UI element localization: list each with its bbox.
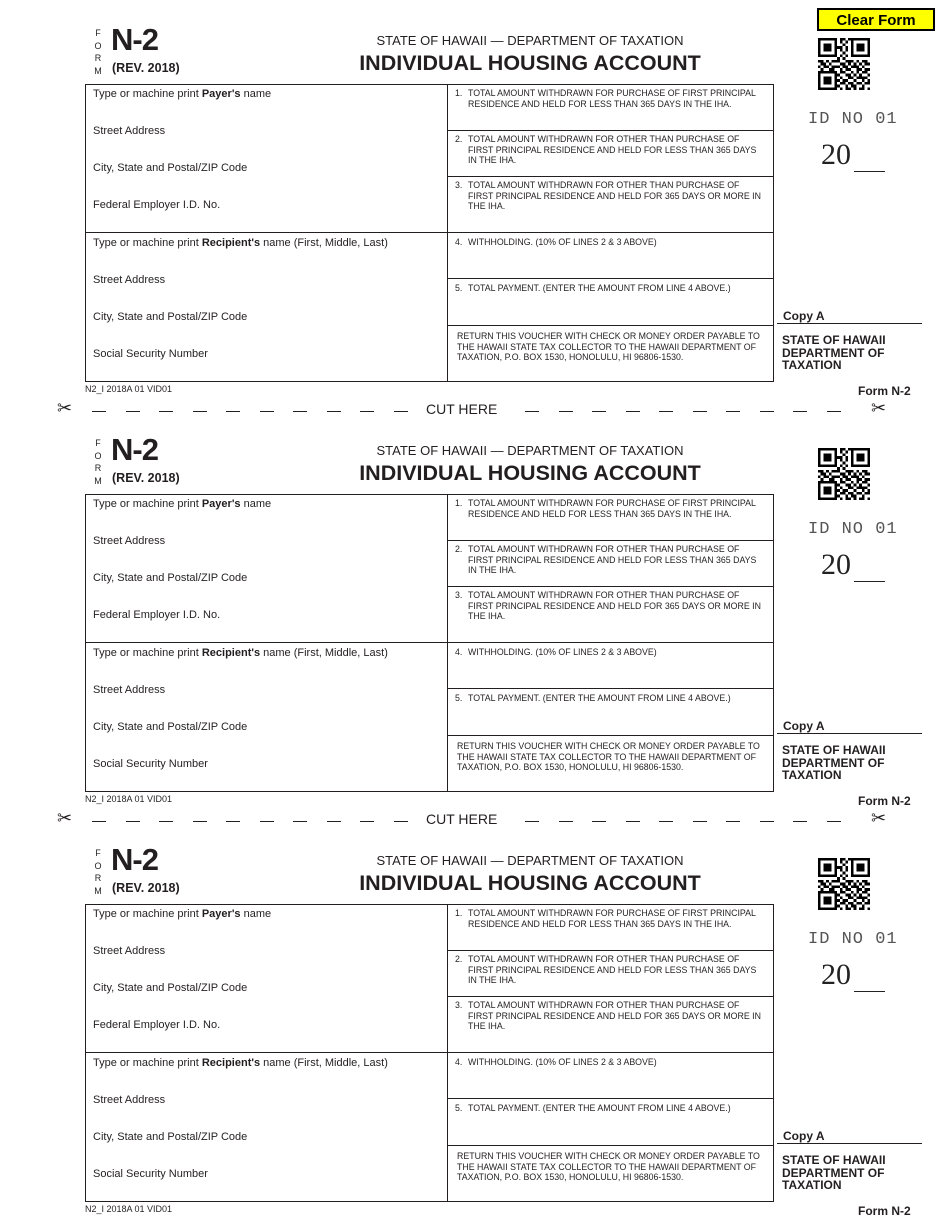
form-footer: Form N-2 [858, 794, 911, 808]
cut-dash [327, 411, 341, 412]
form-revision: (REV. 2018) [112, 61, 180, 75]
recipient-city-state-zip-field[interactable]: City, State and Postal/ZIP Code [93, 721, 248, 733]
cut-dash [92, 821, 106, 822]
cut-dash [92, 411, 106, 412]
recipient-ssn-field[interactable]: Social Security Number [93, 1168, 208, 1180]
cut-dash [559, 821, 573, 822]
cut-dash [226, 821, 240, 822]
tax-year-blank[interactable] [854, 171, 885, 172]
form-footer: Form N-2 [858, 1204, 911, 1218]
line-5-amount-field[interactable]: 5. TOTAL PAYMENT. (ENTER THE AMOUNT FROM LINE 4 ABOVE.) [455, 1103, 731, 1113]
cut-dash [726, 821, 740, 822]
line-3-amount-field[interactable]: 3. TOTAL AMOUNT WITHDRAWN FOR OTHER THAN PURCHASE OF FIRST PRINCIPAL RESIDENCE AND HELD FOR 365 DAYS OR MORE IN THE IHA. [455, 180, 761, 211]
line-1-amount-field[interactable]: 1. TOTAL AMOUNT WITHDRAWN FOR PURCHASE OF FIRST PRINCIPAL RESIDENCE AND HELD FOR LESS THAN 365 DAYS IN THE IHA. [455, 498, 756, 519]
line-2-amount-field[interactable]: 2. TOTAL AMOUNT WITHDRAWN FOR OTHER THAN PURCHASE OF FIRST PRINCIPAL RESIDENCE AND HELD FOR LESS THAN 365 DAYS IN THE IHA. [455, 954, 757, 985]
line-2-amount-field[interactable]: 2. TOTAL AMOUNT WITHDRAWN FOR OTHER THAN PURCHASE OF FIRST PRINCIPAL RESIDENCE AND HELD FOR LESS THAN 365 DAYS IN THE IHA. [455, 544, 757, 575]
line-divider [447, 325, 774, 326]
cut-dash [525, 411, 539, 412]
line-1-amount-field[interactable]: 1. TOTAL AMOUNT WITHDRAWN FOR PURCHASE OF FIRST PRINCIPAL RESIDENCE AND HELD FOR LESS THAN 365 DAYS IN THE IHA. [455, 88, 756, 109]
cut-dash [293, 821, 307, 822]
form-word: F O R M [94, 438, 102, 486]
payer-street-address-field[interactable]: Street Address [93, 125, 166, 137]
tax-year: 20 [821, 548, 851, 581]
form-title: INDIVIDUAL HOUSING ACCOUNT [359, 461, 701, 485]
recipient-name-field[interactable]: Type or machine print Recipient's name (First, Middle, Last) [93, 1057, 388, 1069]
line-1-amount-field[interactable]: 1. TOTAL AMOUNT WITHDRAWN FOR PURCHASE OF FIRST PRINCIPAL RESIDENCE AND HELD FOR LESS THAN 365 DAYS IN THE IHA. [455, 908, 756, 929]
form-title: INDIVIDUAL HOUSING ACCOUNT [359, 51, 701, 75]
payer-name-field[interactable]: Type or machine print Payer's name [93, 498, 272, 510]
cut-dash [659, 821, 673, 822]
form-number: N-2 [111, 22, 158, 57]
section-divider [85, 642, 447, 643]
clear-form-button[interactable]: Clear Form [817, 8, 935, 31]
agency-heading: STATE OF HAWAII — DEPARTMENT OF TAXATION [376, 33, 684, 48]
cut-dash [827, 411, 841, 412]
cut-dash [793, 411, 807, 412]
form-number: N-2 [111, 842, 158, 877]
tax-year-blank[interactable] [854, 581, 885, 582]
return-instructions: RETURN THIS VOUCHER WITH CHECK OR MONEY ORDER PAYABLE TO THE HAWAII STATE TAX COLLECTOR TO THE HAWAII DEPARTMENT OF TAXATION, P.O. BOX 1530, HONOLULU, HI 96806-1530. [457, 1151, 760, 1182]
line-divider [447, 1145, 774, 1146]
cut-dash [193, 411, 207, 412]
cut-dash [327, 821, 341, 822]
payer-fein-field[interactable]: Federal Employer I.D. No. [93, 1019, 221, 1031]
copy-divider [777, 733, 922, 734]
cut-dash [260, 821, 274, 822]
return-instructions: RETURN THIS VOUCHER WITH CHECK OR MONEY ORDER PAYABLE TO THE HAWAII STATE TAX COLLECTOR TO THE HAWAII DEPARTMENT OF TAXATION, P.O. BOX 1530, HONOLULU, HI 96806-1530. [457, 331, 760, 362]
line-divider [447, 688, 774, 689]
payer-street-address-field[interactable]: Street Address [93, 945, 166, 957]
voucher-slip [0, 410, 950, 808]
section-divider [85, 1052, 447, 1053]
copy-divider [777, 323, 922, 324]
scissors-icon: ✂ [57, 808, 73, 828]
recipient-ssn-field[interactable]: Social Security Number [93, 758, 208, 770]
copy-label: Copy A [783, 1129, 825, 1143]
qr-code-icon [818, 858, 870, 910]
form-footer: Form N-2 [858, 384, 911, 398]
payer-fein-field[interactable]: Federal Employer I.D. No. [93, 609, 221, 621]
line-divider [447, 1052, 774, 1053]
copy-label: Copy A [783, 719, 825, 733]
column-divider [447, 494, 448, 792]
cut-dash [760, 411, 774, 412]
tax-year-blank[interactable] [854, 991, 885, 992]
recipient-street-address-field[interactable]: Street Address [93, 684, 166, 696]
line-3-amount-field[interactable]: 3. TOTAL AMOUNT WITHDRAWN FOR OTHER THAN PURCHASE OF FIRST PRINCIPAL RESIDENCE AND HELD FOR 365 DAYS OR MORE IN THE IHA. [455, 1000, 761, 1031]
copy-divider [777, 1143, 922, 1144]
line-2-amount-field[interactable]: 2. TOTAL AMOUNT WITHDRAWN FOR OTHER THAN PURCHASE OF FIRST PRINCIPAL RESIDENCE AND HELD FOR LESS THAN 365 DAYS IN THE IHA. [455, 134, 757, 165]
cut-dash [394, 821, 408, 822]
line-5-amount-field[interactable]: 5. TOTAL PAYMENT. (ENTER THE AMOUNT FROM LINE 4 ABOVE.) [455, 283, 731, 293]
cut-dash [626, 821, 640, 822]
cut-dash [260, 411, 274, 412]
cut-dash [693, 821, 707, 822]
copy-agency: STATE OF HAWAII DEPARTMENT OF TAXATION [782, 743, 886, 782]
form-title: INDIVIDUAL HOUSING ACCOUNT [359, 871, 701, 895]
payer-city-state-zip-field[interactable]: City, State and Postal/ZIP Code [93, 162, 248, 174]
cut-dash [126, 821, 140, 822]
cut-line [0, 398, 950, 421]
line-divider [447, 642, 774, 643]
id-number: ID NO 01 [808, 930, 898, 949]
form-word: F O R M [94, 28, 102, 76]
payer-city-state-zip-field[interactable]: City, State and Postal/ZIP Code [93, 572, 248, 584]
recipient-city-state-zip-field[interactable]: City, State and Postal/ZIP Code [93, 311, 248, 323]
payer-name-field[interactable]: Type or machine print Payer's name [93, 88, 272, 100]
line-divider [447, 586, 774, 587]
line-divider [447, 996, 774, 997]
cut-dash [693, 411, 707, 412]
cut-dash [159, 821, 173, 822]
scissors-icon: ✂ [871, 808, 887, 828]
cut-dash [760, 821, 774, 822]
voucher-id: N2_I 2018A 01 VID01 [85, 794, 173, 804]
recipient-name-field[interactable]: Type or machine print Recipient's name (First, Middle, Last) [93, 647, 388, 659]
cut-line [0, 808, 950, 831]
qr-code-icon [818, 448, 870, 500]
cut-here-label: CUT HERE [426, 401, 498, 417]
cut-here-label: CUT HERE [426, 811, 498, 827]
line-4-amount-field[interactable]: 4. WITHHOLDING. (10% OF LINES 2 & 3 ABOVE) [455, 237, 657, 247]
line-divider [447, 176, 774, 177]
cut-dash [592, 821, 606, 822]
id-number: ID NO 01 [808, 110, 898, 129]
cut-dash [360, 821, 374, 822]
recipient-street-address-field[interactable]: Street Address [93, 274, 166, 286]
form-number: N-2 [111, 432, 158, 467]
copy-agency: STATE OF HAWAII DEPARTMENT OF TAXATION [782, 333, 886, 372]
payer-city-state-zip-field[interactable]: City, State and Postal/ZIP Code [93, 982, 248, 994]
line-4-amount-field[interactable]: 4. WITHHOLDING. (10% OF LINES 2 & 3 ABOVE) [455, 1057, 657, 1067]
line-divider [447, 735, 774, 736]
qr-code-icon [818, 38, 870, 90]
recipient-name-field[interactable]: Type or machine print Recipient's name (First, Middle, Last) [93, 237, 388, 249]
cut-dash [827, 821, 841, 822]
scissors-icon: ✂ [57, 398, 73, 418]
cut-dash [360, 411, 374, 412]
id-number: ID NO 01 [808, 520, 898, 539]
form-word: F O R M [94, 848, 102, 896]
agency-heading: STATE OF HAWAII — DEPARTMENT OF TAXATION [376, 443, 684, 458]
line-divider [447, 540, 774, 541]
line-divider [447, 1098, 774, 1099]
tax-year: 20 [821, 138, 851, 171]
form-revision: (REV. 2018) [112, 881, 180, 895]
line-divider [447, 130, 774, 131]
voucher-slip [0, 0, 950, 398]
form-revision: (REV. 2018) [112, 471, 180, 485]
line-divider [447, 950, 774, 951]
cut-dash [394, 411, 408, 412]
recipient-street-address-field[interactable]: Street Address [93, 1094, 166, 1106]
return-instructions: RETURN THIS VOUCHER WITH CHECK OR MONEY ORDER PAYABLE TO THE HAWAII STATE TAX COLLECTOR TO THE HAWAII DEPARTMENT OF TAXATION, P.O. BOX 1530, HONOLULU, HI 96806-1530. [457, 741, 760, 772]
voucher-id: N2_I 2018A 01 VID01 [85, 384, 173, 394]
voucher-id: N2_I 2018A 01 VID01 [85, 1204, 173, 1214]
copy-agency: STATE OF HAWAII DEPARTMENT OF TAXATION [782, 1153, 886, 1192]
tax-year: 20 [821, 958, 851, 991]
line-3-amount-field[interactable]: 3. TOTAL AMOUNT WITHDRAWN FOR OTHER THAN PURCHASE OF FIRST PRINCIPAL RESIDENCE AND HELD FOR 365 DAYS OR MORE IN THE IHA. [455, 590, 761, 621]
cut-dash [293, 411, 307, 412]
copy-label: Copy A [783, 309, 825, 323]
voucher-slip [0, 820, 950, 1218]
recipient-city-state-zip-field[interactable]: City, State and Postal/ZIP Code [93, 1131, 248, 1143]
line-divider [447, 232, 774, 233]
payer-name-field[interactable]: Type or machine print Payer's name [93, 908, 272, 920]
payer-fein-field[interactable]: Federal Employer I.D. No. [93, 199, 221, 211]
cut-dash [193, 821, 207, 822]
line-4-amount-field[interactable]: 4. WITHHOLDING. (10% OF LINES 2 & 3 ABOVE) [455, 647, 657, 657]
agency-heading: STATE OF HAWAII — DEPARTMENT OF TAXATION [376, 853, 684, 868]
cut-dash [559, 411, 573, 412]
section-divider [85, 232, 447, 233]
cut-dash [525, 821, 539, 822]
recipient-ssn-field[interactable]: Social Security Number [93, 348, 208, 360]
cut-dash [793, 821, 807, 822]
scissors-icon: ✂ [871, 398, 887, 418]
line-5-amount-field[interactable]: 5. TOTAL PAYMENT. (ENTER THE AMOUNT FROM LINE 4 ABOVE.) [455, 693, 731, 703]
column-divider [447, 84, 448, 382]
cut-dash [726, 411, 740, 412]
cut-dash [659, 411, 673, 412]
line-divider [447, 278, 774, 279]
cut-dash [126, 411, 140, 412]
cut-dash [226, 411, 240, 412]
cut-dash [592, 411, 606, 412]
payer-street-address-field[interactable]: Street Address [93, 535, 166, 547]
cut-dash [159, 411, 173, 412]
column-divider [447, 904, 448, 1202]
cut-dash [626, 411, 640, 412]
